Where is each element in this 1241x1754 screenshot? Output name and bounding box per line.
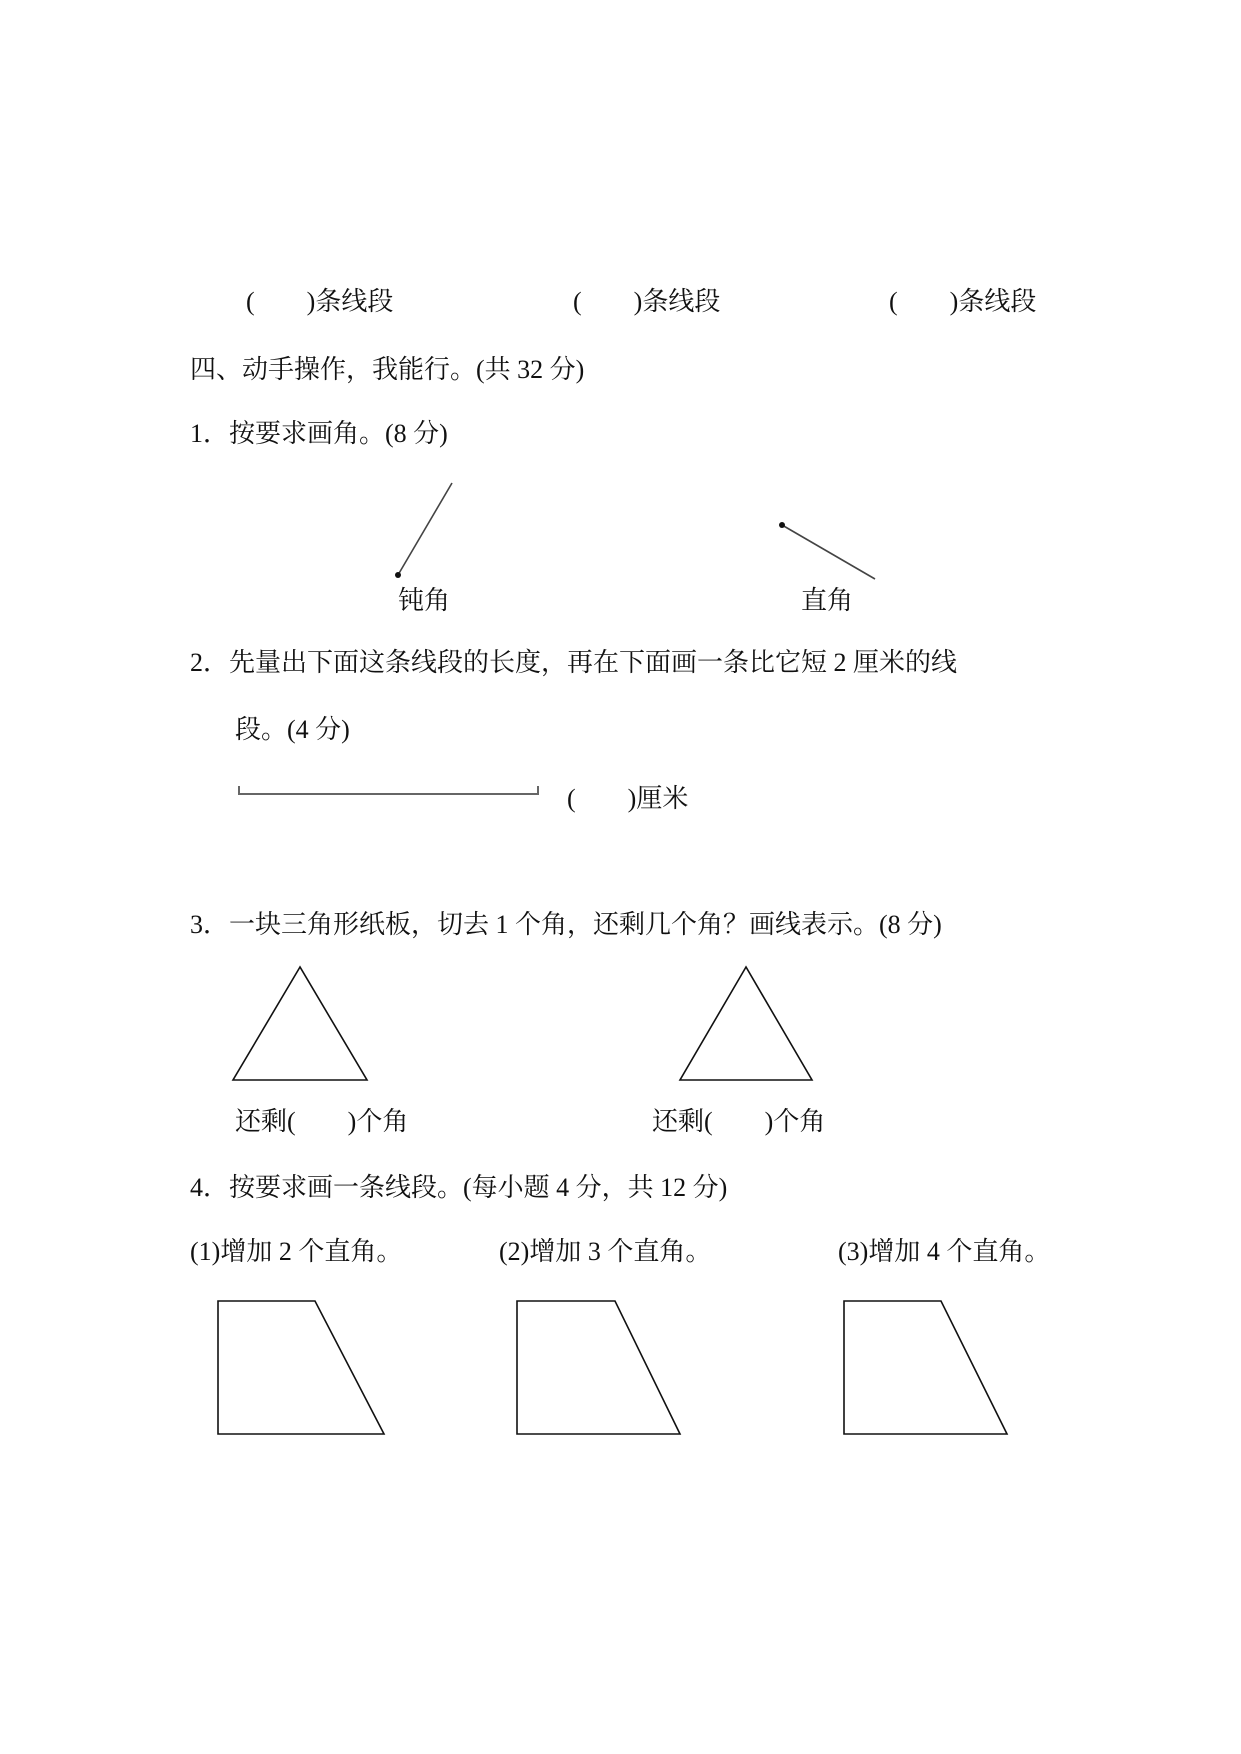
- blank-segments-3[interactable]: ( )条线段: [889, 287, 1037, 316]
- trapezoid-1[interactable]: [218, 1301, 384, 1434]
- triangle-2[interactable]: [680, 967, 812, 1080]
- measure-segment: [239, 786, 538, 794]
- sub-question-3: (3)增加 4 个直角。: [838, 1237, 1051, 1266]
- question-3: 3．一块三角形纸板，切去 1 个角，还剩几个角？画线表示。(8 分): [190, 910, 942, 939]
- sub-question-1: (1)增加 2 个直角。: [190, 1237, 403, 1266]
- section-title: 四、动手操作，我能行。(共 32 分): [190, 355, 585, 384]
- question-4: 4．按要求画一条线段。(每小题 4 分，共 12 分): [190, 1173, 728, 1202]
- triangle-1[interactable]: [233, 967, 367, 1080]
- sub-question-2: (2)增加 3 个直角。: [499, 1237, 712, 1266]
- remaining-angles-2[interactable]: 还剩( )个角: [652, 1107, 826, 1136]
- trapezoid-2[interactable]: [517, 1301, 680, 1434]
- question-2-line1: 2．先量出下面这条线段的长度，再在下面画一条比它短 2 厘米的线: [190, 648, 958, 677]
- blank-segments-2[interactable]: ( )条线段: [573, 287, 721, 316]
- question-1: 1．按要求画角。(8 分): [190, 419, 448, 448]
- question-2-line2: 段。(4 分): [235, 715, 350, 744]
- label-obtuse-angle: 钝角: [398, 586, 451, 615]
- trapezoid-3[interactable]: [844, 1301, 1007, 1434]
- label-right-angle: 直角: [801, 586, 854, 615]
- length-answer-blank[interactable]: ( )厘米: [567, 784, 689, 813]
- remaining-angles-1[interactable]: 还剩( )个角: [235, 1107, 409, 1136]
- blank-segments-1[interactable]: ( )条线段: [246, 287, 394, 316]
- right-angle-ray[interactable]: [779, 522, 875, 579]
- obtuse-angle-ray[interactable]: [395, 483, 452, 578]
